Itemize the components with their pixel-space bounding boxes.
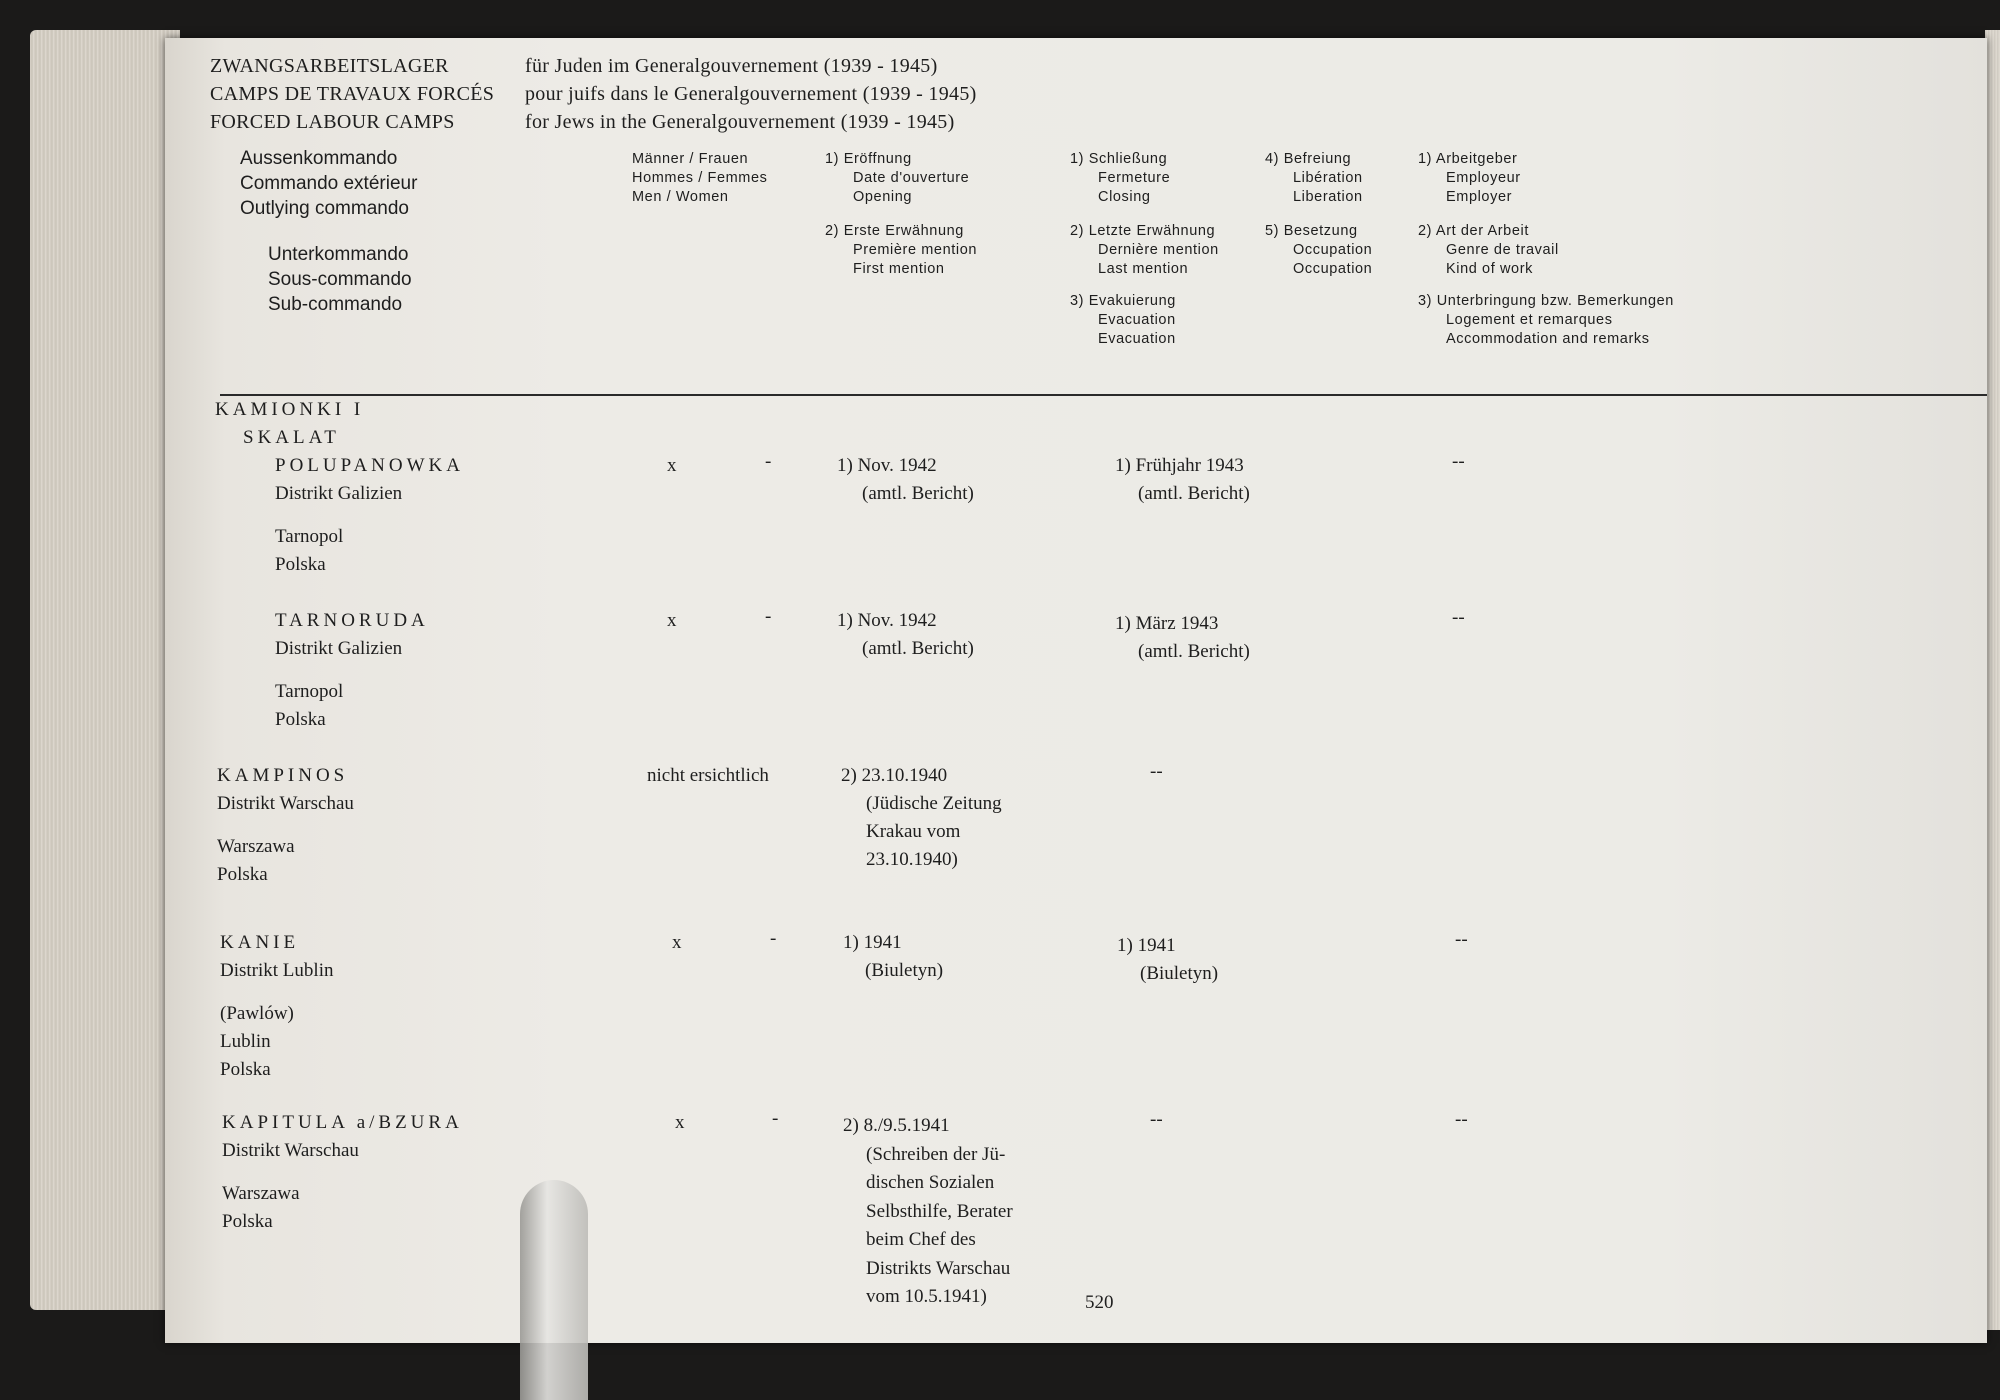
entry-city: Lublin <box>220 1031 271 1052</box>
entry-kamionki: KAMIONKI I <box>215 399 365 420</box>
entry-skalat: SKALAT <box>243 427 340 448</box>
opening-date: 1) Nov. 1942 <box>837 455 937 476</box>
entry-city: Tarnopol <box>275 681 344 702</box>
bookmark-ribbon <box>520 1180 588 1400</box>
closing-source: (amtl. Bericht) <box>1138 641 1250 662</box>
first-mention-block: 2) 23.10.1940 (Jüdische Zeitung Krakau vom 23.10.1940) <box>841 765 1002 870</box>
book-right-edge <box>1985 30 2000 1330</box>
entry-city: Warszawa <box>217 836 295 857</box>
entry-city: Warszawa <box>222 1183 300 1204</box>
heading-kind-of-work: 2) Art der Arbeit Genre de travail Kind of work <box>1418 223 1559 277</box>
closing-date: 1) März 1943 <box>1115 613 1219 634</box>
entry-district: Distrikt Galizien <box>275 638 403 659</box>
women-mark: - <box>765 606 772 627</box>
men-mark: x <box>667 610 677 631</box>
heading-opening: 1) Eröffnung Date d'ouverture Opening <box>825 151 970 205</box>
opening-source: (Biuletyn) <box>865 960 944 981</box>
entry-city: Tarnopol <box>275 526 344 547</box>
entry-district: Distrikt Warschau <box>222 1140 359 1161</box>
title-de: ZWANGSARBEITSLAGER <box>210 55 449 77</box>
subtitle-fr: pour juifs dans le Generalgouvernement (1939 - 1945) <box>525 83 977 105</box>
entry-name: KAPITULA a/BZURA <box>222 1112 463 1133</box>
women-mark: - <box>772 1108 779 1129</box>
opening-source: (amtl. Bericht) <box>862 638 974 659</box>
entry-name: KANIE <box>220 932 300 953</box>
women-mark: - <box>770 928 777 949</box>
entry-country: Polska <box>217 864 268 885</box>
entry-name: TARNORUDA <box>275 610 429 631</box>
book-page <box>165 38 1987 1343</box>
opening-date: 1) 1941 <box>843 932 902 953</box>
heading-liberation: 4) Befreiung Libération Liberation <box>1265 151 1363 205</box>
heading-unterkommando: Unterkommando Sous-commando Sub-commando <box>268 244 412 315</box>
closing-source: (Biuletyn) <box>1140 963 1219 984</box>
title-fr: CAMPS DE TRAVAUX FORCÉS <box>210 83 495 105</box>
liberation-value: -- <box>1455 929 1468 950</box>
men-mark: x <box>672 932 682 953</box>
liberation-value: -- <box>1455 1109 1468 1130</box>
first-mention-block: 2) 8./9.5.1941 (Schreiben der Jü- dischen Sozialen Selbsthilfe, Berater beim Chef des Distrikts Warschau vom 10.5.1941) <box>843 1115 1013 1307</box>
heading-occupation: 5) Besetzung Occupation Occupation <box>1265 223 1373 277</box>
liberation-value: -- <box>1452 607 1465 628</box>
entry-district: Distrikt Galizien <box>275 483 403 504</box>
entry-subplace: (Pawlów) <box>220 1003 294 1024</box>
heading-last-mention: 2) Letzte Erwähnung Dernière mention Last mention <box>1070 223 1219 277</box>
entry-country: Polska <box>220 1059 271 1080</box>
heading-employer: 1) Arbeitgeber Employeur Employer <box>1418 151 1521 205</box>
entry-name: POLUPANOWKA <box>275 455 464 476</box>
subtitle-en: for Jews in the Generalgouvernement (1939 - 1945) <box>525 111 955 133</box>
opening-source: (amtl. Bericht) <box>862 483 974 504</box>
book-page-edges <box>30 30 180 1310</box>
closing-value: -- <box>1150 1109 1163 1130</box>
closing-date: 1) 1941 <box>1117 935 1176 956</box>
gender-unclear: nicht ersichtlich <box>647 765 769 786</box>
heading-first-mention: 2) Erste Erwähnung Première mention First mention <box>825 223 978 277</box>
closing-date: 1) Frühjahr 1943 <box>1115 455 1244 476</box>
title-en: FORCED LABOUR CAMPS <box>210 111 455 133</box>
entry-district: Distrikt Warschau <box>217 793 354 814</box>
heading-gender: Männer / Frauen Hommes / Femmes Men / Women <box>632 151 768 205</box>
entry-country: Polska <box>222 1211 273 1232</box>
page-number: 520 <box>1085 1292 1114 1313</box>
entry-name: KAMPINOS <box>217 765 349 786</box>
heading-aussenkommando: Aussenkommando Commando extérieur Outlying commando <box>240 148 418 219</box>
entry-country: Polska <box>275 554 326 575</box>
closing-source: (amtl. Bericht) <box>1138 483 1250 504</box>
heading-evacuation: 3) Evakuierung Evacuation Evacuation <box>1070 293 1176 347</box>
entry-country: Polska <box>275 709 326 730</box>
entry-district: Distrikt Lublin <box>220 960 334 981</box>
header-divider <box>220 394 1987 396</box>
subtitle-de: für Juden im Generalgouvernement (1939 - 1945) <box>525 55 938 77</box>
men-mark: x <box>675 1112 685 1133</box>
closing-value: -- <box>1150 761 1163 782</box>
heading-accommodation: 3) Unterbringung bzw. Bemerkungen Logement et remarques Accommodation and remarks <box>1418 293 1674 347</box>
men-mark: x <box>667 455 677 476</box>
liberation-value: -- <box>1452 451 1465 472</box>
opening-date: 1) Nov. 1942 <box>837 610 937 631</box>
women-mark: - <box>765 451 772 472</box>
heading-closing: 1) Schließung Fermeture Closing <box>1070 151 1171 205</box>
